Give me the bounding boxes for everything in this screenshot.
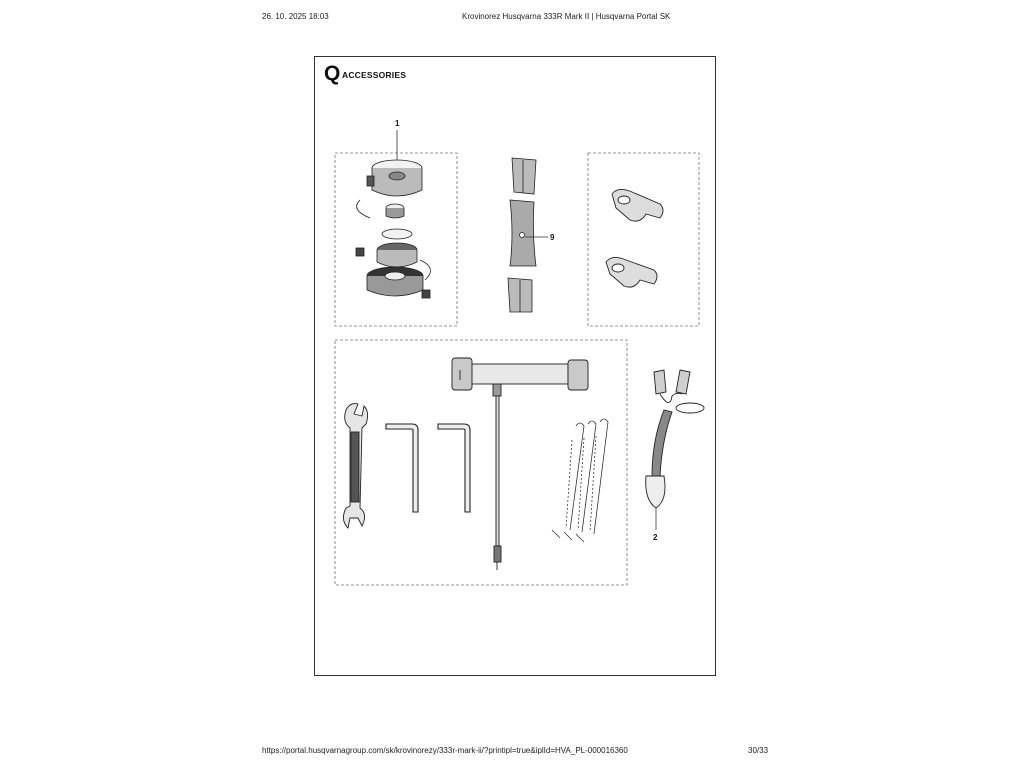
page-number: 30/33 xyxy=(748,746,769,755)
section-letter: Q xyxy=(324,62,341,85)
callout-number-9: 9 xyxy=(550,233,555,242)
cable-ties-icon xyxy=(552,419,608,542)
harness-clips-group-box xyxy=(588,153,699,326)
footer-url: https://portal.husqvarnagroup.com/sk/krovinorezy/333r-mark-ii/?printipl=true&iplId=HVA_PL-000016360 xyxy=(262,746,628,755)
print-datetime: 26. 10. 2025 18:03 xyxy=(262,12,329,21)
page-header-title: Krovinorez Husqvarna 333R Mark II | Husqvarna Portal SK xyxy=(462,12,671,21)
hex-key-icon xyxy=(386,424,470,512)
blade-icon xyxy=(508,158,536,312)
callout-number-2: 2 xyxy=(653,533,658,542)
shoulder-harness-icon xyxy=(646,370,704,508)
t-handle-spanner-icon xyxy=(452,358,588,570)
section-title: ACCESSORIES xyxy=(342,70,407,80)
callout-number-1: 1 xyxy=(395,119,400,128)
harness-clip-icon xyxy=(606,189,663,287)
trimmer-head-icon xyxy=(356,160,430,298)
combination-wrench-icon xyxy=(343,404,367,528)
